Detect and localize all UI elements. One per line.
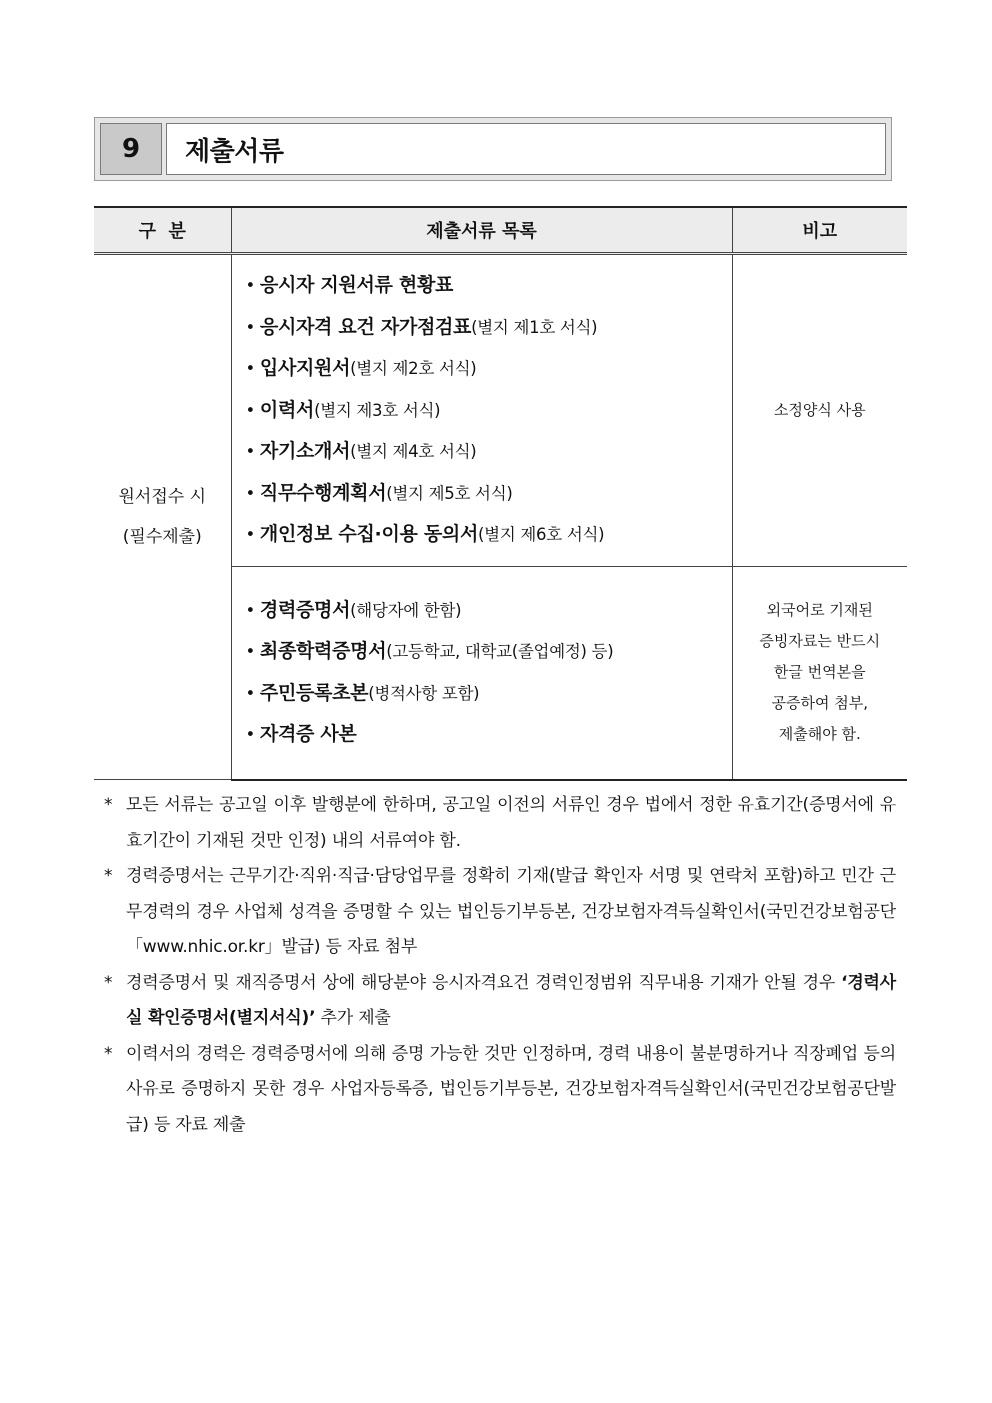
note-line: 증빙자료는 반드시 xyxy=(759,632,881,650)
list-item: • 개인정보 수집·이용 동의서(별지 제6호 서식) xyxy=(245,523,605,545)
list-item: • 경력증명서(해당자에 한함) xyxy=(245,598,462,621)
note-line: 외국어로 기재된 xyxy=(766,601,873,619)
asterisk-icon: * xyxy=(104,795,113,815)
note-line: 한글 번역본을 xyxy=(773,663,866,681)
category-line1: 원서접수 시 xyxy=(118,487,206,507)
list-cell-group1 xyxy=(231,254,732,567)
notes-list xyxy=(104,788,896,1143)
asterisk-icon: * xyxy=(104,972,113,993)
list-item: • 입사지원서(별지 제2호 서식) xyxy=(245,357,477,379)
header-category: 구 분 xyxy=(94,207,231,254)
list-cell-group2 xyxy=(231,566,732,780)
section-header xyxy=(94,117,892,181)
asterisk-icon: * xyxy=(104,866,113,886)
list-item: • 최종학력증명서(고등학교, 대학교(졸업예정) 등) xyxy=(245,640,614,662)
table-row xyxy=(94,254,907,567)
list-item: • 응시자격 요건 자가점검표(별지 제1호 서식) xyxy=(245,315,598,338)
asterisk-icon: * xyxy=(104,1043,113,1064)
section-title: 제출서류 xyxy=(166,123,886,175)
category-cell xyxy=(94,254,231,780)
list-item: • 응시자 지원서류 현황표 xyxy=(245,274,454,296)
note-cell-group1: 소정양식 사용 xyxy=(732,254,907,567)
header-list: 제출서류 목록 xyxy=(231,207,732,254)
list-item: • 자격증 사본 xyxy=(245,723,357,745)
note-item: * 이력서의 경력은 경력증명서에 의해 증명 가능한 것만 인정하며, 경력 내용이 불분명하거나 직장폐업 등의 사유로 증명하지 못한 경우 사업자등록증, 법인등기부등본, 건강보험자격득실확인서(국민건강보험공단발급) 등 자료 제출 xyxy=(104,1037,896,1144)
list-item: • 주민등록초본(병적사항 포함) xyxy=(245,681,480,704)
category-line2: (필수제출) xyxy=(122,527,202,547)
note-line: 공증하여 첨부, xyxy=(771,694,868,712)
documents-table xyxy=(94,206,907,781)
list-item: • 자기소개서(별지 제4호 서식) xyxy=(245,440,477,462)
table-header-row xyxy=(94,207,907,254)
note-item: * 모든 서류는 공고일 이후 발행분에 한하며, 공고일 이전의 서류인 경우 법에서 정한 유효기간(증명서에 유효기간이 기재된 것만 인정) 내의 서류여야 함. xyxy=(104,788,896,859)
note-cell-group2 xyxy=(732,566,907,780)
note-line: 제출해야 함. xyxy=(778,725,861,743)
note-item: * 경력증명서 및 재직증명서 상에 해당분야 응시자격요건 경력인정범위 직무내용 기재가 안될 경우 ‘경력사실 확인증명서(별지서식)’ 추가 제출 xyxy=(104,966,896,1037)
list-item: • 이력서(별지 제3호 서식) xyxy=(245,398,441,421)
note-item: * 경력증명서는 근무기간·직위·직급·담당업무를 정확히 기재(발급 확인자 서명 및 연락처 포함)하고 민간 근무경력의 경우 사업체 성격을 증명할 수 있는 법인등기부등본, 건강보험자격득실확인서(국민건강보험공단「www.nhic.or.kr」발급) 등 자료 첨부 xyxy=(104,859,896,966)
list-item: • 직무수행계획서(별지 제5호 서식) xyxy=(245,481,513,504)
header-note: 비고 xyxy=(732,207,907,254)
section-number: 9 xyxy=(100,123,162,175)
